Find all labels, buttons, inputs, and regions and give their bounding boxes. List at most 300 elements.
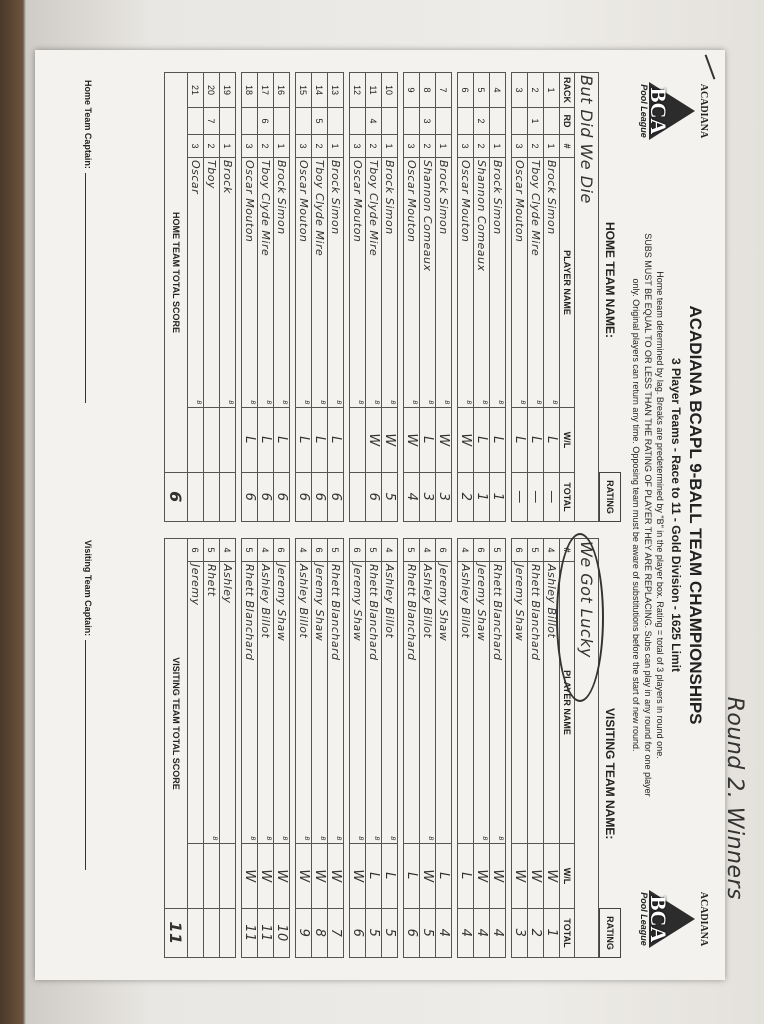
win-loss-cell: L (242, 408, 258, 473)
table-row (474, 539, 490, 958)
table-row (512, 539, 528, 958)
visiting-total-score: 11 (165, 909, 188, 958)
table-row (242, 73, 258, 522)
player-num-cell: 3 (404, 135, 420, 158)
player-name: Brock Simon (275, 160, 288, 235)
running-total-cell: 1 (490, 473, 506, 522)
break-mark: B (389, 400, 396, 405)
home-header-row (560, 73, 575, 522)
round-cell: 4 (366, 108, 382, 135)
player-name-cell (404, 158, 420, 408)
player-name-cell (512, 562, 528, 844)
win-loss-cell: L (458, 844, 474, 909)
score-sheet (35, 50, 747, 980)
break-mark: B (211, 836, 218, 841)
win-loss-cell: W (458, 408, 474, 473)
player-name-cell (350, 562, 366, 844)
break-mark: B (481, 400, 488, 405)
table-row (258, 73, 274, 522)
win-loss-cell: W (350, 844, 366, 909)
player-name: Rhett Blanchard (243, 564, 256, 661)
win-loss-cell: L (296, 408, 312, 473)
round-cell (188, 108, 204, 135)
player-name-cell (512, 158, 528, 408)
rack-cell: 3 (512, 73, 528, 108)
running-total-cell: 6 (350, 909, 366, 958)
player-name-cell (490, 562, 506, 844)
player-num-cell: 1 (544, 135, 560, 158)
player-num-cell: 2 (474, 135, 490, 158)
win-loss-cell: W (528, 844, 544, 909)
running-total-cell: 9 (296, 909, 312, 958)
player-name: Ashley Billot (383, 564, 396, 639)
running-total-cell: 2 (528, 909, 544, 958)
player-name: Jeremy Shaw (513, 564, 526, 642)
break-mark: B (519, 400, 526, 405)
table-row (404, 73, 420, 522)
table-row (436, 539, 452, 958)
player-name: Jeremy (189, 564, 202, 606)
player-name-cell (528, 158, 544, 408)
running-total-cell: — (544, 473, 560, 522)
rack-cell: 2 (528, 73, 544, 108)
round-cell (274, 108, 290, 135)
pen-circle (556, 533, 604, 702)
player-num-cell: 4 (296, 539, 312, 562)
player-name: Ashley Billot (459, 564, 472, 639)
break-mark: B (357, 400, 364, 405)
home-rows (188, 73, 560, 522)
table-row (242, 539, 258, 958)
win-loss-cell: L (312, 408, 328, 473)
running-total-cell: 6 (404, 909, 420, 958)
table-row (258, 539, 274, 958)
running-total-cell: 5 (382, 473, 398, 522)
player-name: Ashley (221, 564, 234, 604)
running-total-cell: 6 (274, 473, 290, 522)
table-row (544, 73, 560, 522)
break-mark: B (551, 400, 558, 405)
win-loss-cell: W (382, 408, 398, 473)
running-total-cell: 7 (328, 909, 344, 958)
player-num-cell: 5 (204, 539, 220, 562)
player-name: Jeremy Shaw (351, 564, 364, 642)
player-num-cell: 5 (528, 539, 544, 562)
player-name: Oscar Mouton (243, 160, 256, 243)
round-cell: 3 (420, 108, 436, 135)
win-loss-cell (350, 408, 366, 473)
running-total-cell: 10 (274, 909, 290, 958)
round-cell (404, 108, 420, 135)
win-loss-cell: L (474, 408, 490, 473)
table-row (404, 539, 420, 958)
break-mark: B (195, 400, 202, 405)
win-loss-cell: W (258, 844, 274, 909)
logo-bottom-text: Pool League (639, 84, 649, 138)
table-row (512, 73, 528, 522)
table-row (274, 73, 290, 522)
running-total-cell: 3 (512, 909, 528, 958)
break-mark: B (281, 400, 288, 405)
win-loss-cell: L (328, 408, 344, 473)
player-name: Tboy Clyde Mire (529, 160, 542, 257)
break-mark: B (427, 836, 434, 841)
win-loss-cell (204, 844, 220, 909)
win-loss-cell: L (420, 408, 436, 473)
total-header: TOTAL (560, 909, 575, 958)
home-captain-label: Home Team Captain: (83, 80, 93, 169)
total-header: TOTAL (560, 473, 575, 522)
player-name-cell (528, 562, 544, 844)
running-total-cell: 6 (296, 473, 312, 522)
player-name-cell (544, 562, 560, 844)
running-total-cell (220, 473, 236, 522)
table-row (296, 73, 312, 522)
player-name-cell (436, 562, 452, 844)
break-mark: B (303, 400, 310, 405)
rack-cell: 1 (544, 73, 560, 108)
player-name-cell (274, 562, 290, 844)
player-name: Jeremy Shaw (313, 564, 326, 642)
rack-cell: 15 (296, 73, 312, 108)
win-loss-cell: W (404, 408, 420, 473)
rack-cell: 13 (328, 73, 344, 108)
visiting-total-row (165, 539, 188, 958)
running-total-cell: 4 (404, 473, 420, 522)
player-name: Rhett Blanchard (529, 564, 542, 661)
player-name-cell (188, 158, 204, 408)
round-cell: 1 (528, 108, 544, 135)
player-name: Rhett (205, 564, 218, 597)
win-loss-cell: W (544, 844, 560, 909)
player-name: Ashley Billot (297, 564, 310, 639)
win-loss-cell: L (544, 408, 560, 473)
win-loss-cell: L (274, 408, 290, 473)
table-row (328, 73, 344, 522)
player-name-cell (242, 562, 258, 844)
player-name: Tboy (205, 160, 218, 189)
table-row (204, 73, 220, 522)
player-num-cell: 2 (528, 135, 544, 158)
player-name: Jeremy Shaw (437, 564, 450, 642)
running-total-cell (188, 909, 204, 958)
running-total-cell: — (512, 473, 528, 522)
player-name: Oscar (189, 160, 202, 195)
player-num-cell: 5 (366, 539, 382, 562)
round-cell (512, 108, 528, 135)
running-total-cell (220, 909, 236, 958)
win-loss-cell (188, 408, 204, 473)
break-mark: B (373, 400, 380, 405)
rack-cell: 12 (350, 73, 366, 108)
win-loss-cell: W (512, 844, 528, 909)
home-rating-box: RATING (599, 472, 621, 522)
player-num-cell: 5 (490, 539, 506, 562)
running-total-cell: 3 (436, 473, 452, 522)
player-name-cell (220, 562, 236, 844)
logo-top-text: ACADIANA (698, 891, 709, 947)
win-loss-cell: L (528, 408, 544, 473)
home-total-row (165, 73, 188, 522)
player-name: Tboy Clyde Mire (367, 160, 380, 257)
num-header: # (560, 135, 575, 158)
player-num-cell: 2 (258, 135, 274, 158)
rack-header: RACK (560, 73, 575, 108)
player-name-cell (474, 562, 490, 844)
table-row (204, 539, 220, 958)
home-team-name: But Did We Die (575, 73, 599, 522)
player-name: Ashley Billot (545, 564, 558, 639)
win-loss-cell (188, 844, 204, 909)
win-loss-cell: L (512, 408, 528, 473)
player-name: Rhett Blanchard (491, 564, 504, 661)
logo-main-text: BCA (646, 87, 671, 135)
round-cell (296, 108, 312, 135)
player-name: Oscar Mouton (513, 160, 526, 243)
win-loss-cell: W (436, 408, 452, 473)
home-team-section (164, 72, 621, 522)
round-cell (490, 108, 506, 135)
player-name-cell (436, 158, 452, 408)
rack-cell: 17 (258, 73, 274, 108)
player-num-cell: 3 (242, 135, 258, 158)
win-loss-cell: L (258, 408, 274, 473)
player-name: Jeremy Shaw (275, 564, 288, 642)
running-total-cell: 11 (242, 909, 258, 958)
break-mark: B (227, 400, 234, 405)
player-name-cell (312, 562, 328, 844)
player-name-cell (296, 562, 312, 844)
player-name-cell (404, 562, 420, 844)
player-name-cell (458, 158, 474, 408)
table-row (296, 539, 312, 958)
player-name-cell (204, 158, 220, 408)
win-loss-cell: L (436, 844, 452, 909)
player-num-cell: 4 (420, 539, 436, 562)
table-row (312, 539, 328, 958)
sheet-subtitle: 3 Player Teams - Race to 11 - Gold Division - 1625 Limit (669, 358, 683, 672)
table-row (350, 73, 366, 522)
table-row (420, 539, 436, 958)
player-name: Ashley Billot (421, 564, 434, 639)
running-total-cell: 1 (544, 909, 560, 958)
home-captain-line (85, 173, 86, 403)
win-loss-cell: L (366, 844, 382, 909)
visiting-captain (83, 540, 93, 870)
player-name: Tboy Clyde Mire (259, 160, 272, 257)
player-name: Oscar Mouton (459, 160, 472, 243)
running-total-cell: 6 (366, 473, 382, 522)
handwritten-round-note: Round 2. Winners (722, 696, 747, 900)
win-loss-cell: L (404, 844, 420, 909)
visiting-rows (188, 539, 560, 958)
player-name-cell (328, 562, 344, 844)
table-row (420, 73, 436, 522)
player-num-cell: 6 (274, 539, 290, 562)
break-mark: B (357, 836, 364, 841)
visiting-team-name: We Got Lucky (577, 541, 596, 658)
rack-cell: 21 (188, 73, 204, 108)
running-total-cell: 6 (242, 473, 258, 522)
running-total-cell: 6 (328, 473, 344, 522)
win-loss-cell: L (490, 408, 506, 473)
player-num-cell: 6 (188, 539, 204, 562)
visiting-rating-box: RATING (599, 908, 621, 958)
table-row (366, 73, 382, 522)
win-loss-cell: W (474, 844, 490, 909)
break-mark: B (265, 400, 272, 405)
round-cell: 5 (312, 108, 328, 135)
player-num-cell: 2 (312, 135, 328, 158)
player-name-cell (382, 158, 398, 408)
table-row (220, 539, 236, 958)
table-row (528, 539, 544, 958)
logo-main-text: BCA (646, 895, 671, 943)
player-name-cell (350, 158, 366, 408)
player-name-cell (420, 158, 436, 408)
player-num-cell: 1 (436, 135, 452, 158)
player-num-cell: 1 (328, 135, 344, 158)
wl-header: W/L (560, 408, 575, 473)
break-mark: B (427, 400, 434, 405)
visiting-team-name-row (575, 539, 599, 958)
running-total-cell: 4 (458, 909, 474, 958)
rack-cell: 16 (274, 73, 290, 108)
table-row (490, 73, 506, 522)
player-name-cell (204, 562, 220, 844)
break-mark: B (249, 400, 256, 405)
player-name-cell (474, 158, 490, 408)
rack-cell: 11 (366, 73, 382, 108)
num-header: # (560, 539, 575, 562)
rack-cell: 19 (220, 73, 236, 108)
player-name: Rhett Blanchard (367, 564, 380, 661)
rack-cell: 8 (420, 73, 436, 108)
player-name-cell (420, 562, 436, 844)
player-name-cell (366, 158, 382, 408)
running-total-cell: — (528, 473, 544, 522)
visiting-captain-line (85, 640, 86, 870)
player-num-cell: 4 (258, 539, 274, 562)
running-total-cell (204, 473, 220, 522)
table-row (312, 73, 328, 522)
running-total-cell: 11 (258, 909, 274, 958)
break-mark: B (303, 836, 310, 841)
sheet-title: ACADIANA BCAPL 9-BALL TEAM CHAMPIONSHIPS (686, 305, 705, 725)
player-num-cell: 4 (544, 539, 560, 562)
table-row (382, 73, 398, 522)
win-loss-cell (220, 844, 236, 909)
break-mark: B (465, 400, 472, 405)
player-num-cell: 4 (382, 539, 398, 562)
table-row (382, 539, 398, 958)
player-num-cell: 4 (220, 539, 236, 562)
player-header: PLAYER NAME (560, 158, 575, 408)
rack-cell: 20 (204, 73, 220, 108)
rack-cell: 14 (312, 73, 328, 108)
table-row (436, 73, 452, 522)
player-num-cell: 3 (296, 135, 312, 158)
player-name: Oscar Mouton (297, 160, 310, 243)
player-name-cell (490, 158, 506, 408)
win-loss-cell: W (242, 844, 258, 909)
break-mark: B (535, 400, 542, 405)
break-mark: B (335, 400, 342, 405)
table-row (350, 539, 366, 958)
player-num-cell: 2 (204, 135, 220, 158)
player-num-cell: 5 (242, 539, 258, 562)
player-num-cell: 6 (512, 539, 528, 562)
rack-cell: 5 (474, 73, 490, 108)
win-loss-cell: L (382, 844, 398, 909)
break-mark: B (481, 836, 488, 841)
round-cell (436, 108, 452, 135)
break-mark: B (249, 836, 256, 841)
home-total-label: HOME TEAM TOTAL SCORE (165, 73, 188, 473)
round-cell (544, 108, 560, 135)
player-num-cell: 5 (328, 539, 344, 562)
break-mark: B (411, 400, 418, 405)
player-num-cell: 5 (404, 539, 420, 562)
player-name-cell (328, 158, 344, 408)
win-loss-cell: W (296, 844, 312, 909)
round-cell (220, 108, 236, 135)
win-loss-cell (204, 408, 220, 473)
rule-line-3: only. Original players can return any time. Opposing team must be aware of substitutions before the start of new round. (631, 278, 641, 752)
player-num-cell: 2 (420, 135, 436, 158)
player-name-cell (366, 562, 382, 844)
player-name: Rhett Blanchard (329, 564, 342, 661)
visiting-score-table (164, 538, 599, 958)
running-total-cell: 4 (436, 909, 452, 958)
running-total-cell: 8 (312, 909, 328, 958)
running-total-cell: 4 (474, 909, 490, 958)
table-row (474, 73, 490, 522)
visiting-team-section (164, 538, 621, 958)
player-name-cell (258, 562, 274, 844)
player-name: Shannon Comeaux (475, 160, 488, 272)
break-mark: B (373, 836, 380, 841)
player-name-cell (382, 562, 398, 844)
player-name-cell (258, 158, 274, 408)
running-total-cell (188, 473, 204, 522)
table-row (188, 539, 204, 958)
player-name-cell (458, 562, 474, 844)
visiting-team-name-cell (575, 539, 599, 958)
table-row (274, 539, 290, 958)
player-name-cell (242, 158, 258, 408)
player-name: Brock Simon (437, 160, 450, 235)
round-cell (242, 108, 258, 135)
running-total-cell: 1 (474, 473, 490, 522)
home-score-table (164, 72, 599, 522)
running-total-cell: 6 (258, 473, 274, 522)
visiting-captain-label: Visiting Team Captain: (83, 540, 93, 637)
home-captain (83, 80, 93, 403)
player-num-cell: 3 (350, 135, 366, 158)
wl-header: W/L (560, 844, 575, 909)
player-name-cell (312, 158, 328, 408)
round-cell (350, 108, 366, 135)
table-row (544, 539, 560, 958)
player-num-cell: 3 (458, 135, 474, 158)
table-row (458, 73, 474, 522)
running-total-cell: 6 (312, 473, 328, 522)
break-mark: B (281, 836, 288, 841)
win-loss-cell: W (490, 844, 506, 909)
logo-bottom-text: Pool League (639, 892, 649, 946)
player-name: Oscar Mouton (351, 160, 364, 243)
